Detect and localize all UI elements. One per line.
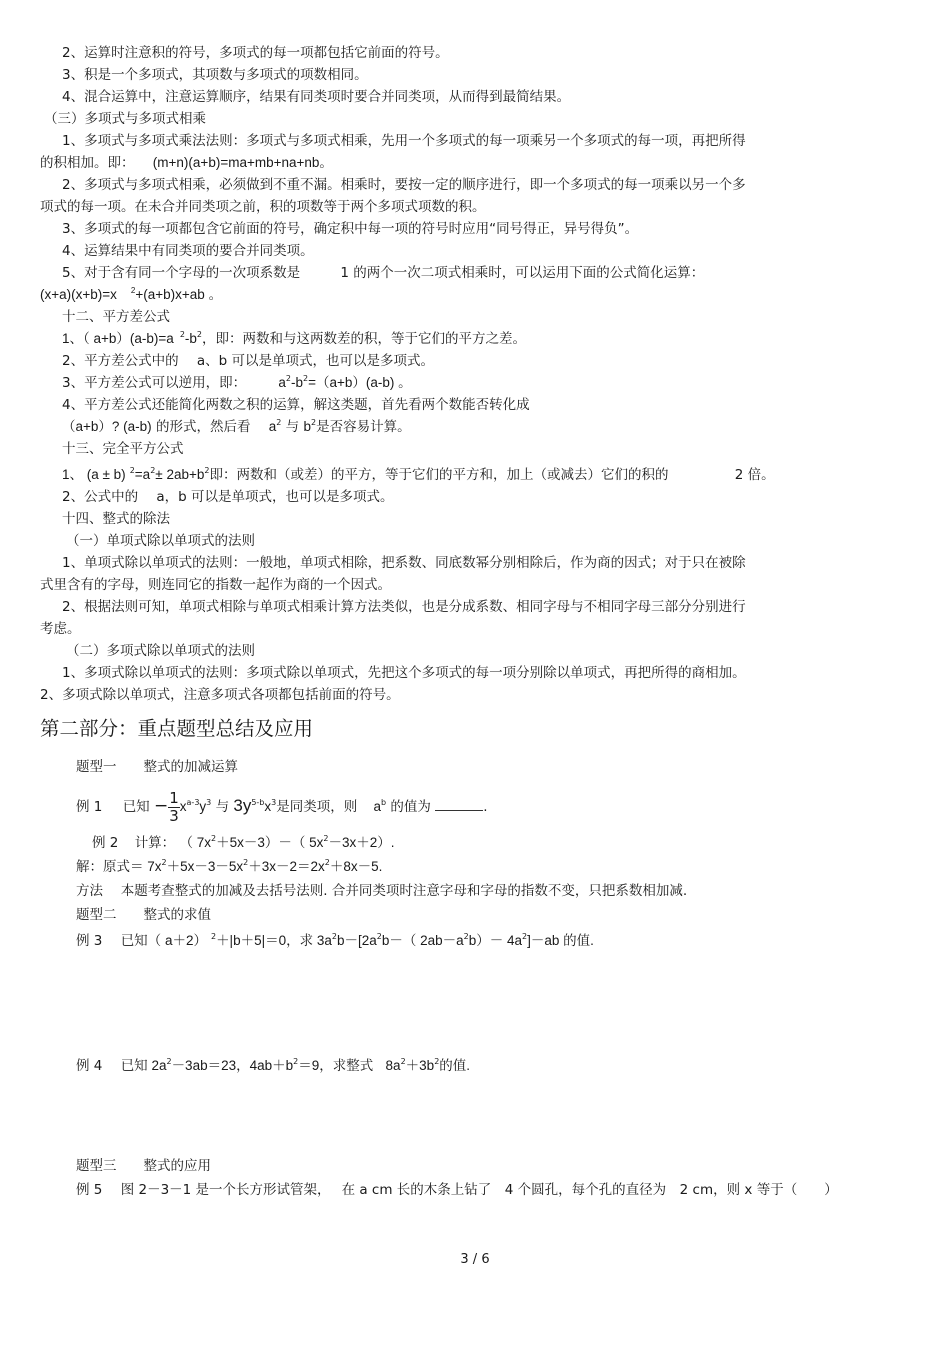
line-4: 1、多项式与多项式乘法法则：多项式与多项式相乘，先用一个多项式的每一项乘另一个多项式的每一项，再把所得 <box>62 133 746 149</box>
line-15: 4、平方差公式还能简化两数之积的运算，解这类题，首先看两个数能否转化成 <box>62 397 530 413</box>
text: 与 <box>215 799 230 815</box>
exponent: 2 <box>522 932 528 941</box>
exponent: b <box>381 798 387 807</box>
exponent: 5-b <box>251 798 265 807</box>
exponent: 2 <box>150 466 156 475</box>
example-4 <box>76 1057 470 1075</box>
exponent: 2 <box>196 330 203 339</box>
line-10 <box>62 264 704 282</box>
example-1 <box>76 788 488 825</box>
exponent: 2 <box>400 1057 406 1066</box>
exponent: 2 <box>463 932 469 941</box>
subsection-heading: （三）多项式与多项式相乘 <box>44 111 206 127</box>
line-14 <box>62 374 412 392</box>
text: a、b 可以是单项式，也可以是多项式。 <box>196 353 435 369</box>
formula: －3ab＝23，4ab＋b <box>171 1058 294 1073</box>
line-19 <box>62 488 394 506</box>
exponent: 2 <box>285 374 291 383</box>
text: . <box>483 799 488 815</box>
formula: 1、 (a ± b) <box>62 467 126 482</box>
fraction <box>168 790 180 825</box>
line-16 <box>62 418 411 436</box>
text: 2、平方差公式中的 <box>62 353 179 369</box>
exponent: 2 <box>323 834 329 843</box>
text: 2、公式中的 <box>62 489 139 505</box>
line-3: 4、混合运算中，注意运算顺序，结果有同类项时要合并同类项，从而得到最简结果。 <box>62 89 571 105</box>
formula: 8a <box>385 1058 401 1073</box>
formula: ＋|b＋5|＝0，求 3a <box>216 933 332 948</box>
example-label: 例 4 <box>76 1058 103 1074</box>
text: 是否容易计算。 <box>316 419 411 435</box>
text: 5、对于含有同一个字母的一次项系数是 <box>62 265 301 281</box>
text: 即：两数和（或差）的平方，等于它们的平方和，加上（或减去）它们的积的 <box>209 467 669 483</box>
exponent: 2 <box>179 330 185 339</box>
example-2 <box>92 834 395 852</box>
line-21: 式里含有的字母，则连同它的指数一起作为商的一个因式。 <box>40 577 391 593</box>
exponent: 2 <box>276 418 282 427</box>
formula: a <box>373 799 382 814</box>
line-12 <box>62 330 526 348</box>
text: 计算： <box>134 835 176 851</box>
line-1: 2、运算时注意积的符号，多项式的每一项都包括它前面的符号。 <box>62 45 449 61</box>
formula: （ 7x <box>179 835 211 850</box>
exponent: 2 <box>161 858 167 867</box>
formula: 已知（ a＋2） <box>120 933 207 948</box>
line-7: 项式的每一项。在未合并同类项之前，积的项数等于两个多项式项数的积。 <box>40 199 486 215</box>
exponent: 3 <box>206 798 212 807</box>
formula: ]－ab 的值. <box>527 933 594 948</box>
exponent: 2 <box>293 1057 299 1066</box>
formula: 1、（ a+b）(a-b)=a <box>62 331 174 346</box>
text: 图 2－3－1 是一个长方形试管架， 在 a cm 长的木条上钻了 4 个圆孔，每个孔的直径为 2 cm，则 x 等于（ ） <box>120 1182 838 1198</box>
formula: 3y <box>233 796 252 815</box>
line-6: 2、多项式与多项式相乘，必须做到不重不漏。相乘时，要按一定的顺序进行，即一个多项式的每一项乘以另一个多 <box>62 177 746 193</box>
line-24: 1、多项式除以单项式的法则：多项式除以单项式，先把这个多项式的每一项分别除以单项式，再把所得的商相加。 <box>62 665 746 681</box>
formula: （a+b）? (a-b) <box>62 419 152 434</box>
formula-line <box>40 286 222 304</box>
formula: x <box>264 799 272 814</box>
subsection-heading: （一）单项式除以单项式的法则 <box>66 533 255 549</box>
exponent: 2 <box>303 374 309 383</box>
formula: =（a+b）(a-b) 。 <box>308 375 412 390</box>
exponent: 2 <box>376 932 382 941</box>
text: 已知 <box>122 799 150 815</box>
formula: -b <box>184 331 197 346</box>
question-type-heading: 题型一 整式的加减运算 <box>76 759 238 775</box>
exponent: a-3 <box>186 798 200 807</box>
formula: ＋3b <box>405 1058 435 1073</box>
text: 的积相加。即： <box>40 155 135 171</box>
formula: ＋5x－3－5x <box>166 859 244 874</box>
line-2: 3、积是一个多项式，其项数与多项式的项数相同。 <box>62 67 368 83</box>
formula: ＋5x－3）－（ 5x <box>216 835 324 850</box>
exponent: 2 <box>204 466 210 475</box>
formula: ＋8x－5. <box>329 859 383 874</box>
formula: x <box>179 799 187 814</box>
line-9: 4、运算结果中有同类项的要合并同类项。 <box>62 243 314 259</box>
question-type-heading: 题型三 整式的应用 <box>76 1158 211 1174</box>
formula: a <box>278 375 286 390</box>
exponent: 2 <box>211 834 217 843</box>
formula: 解：原式＝ 7x <box>76 859 162 874</box>
example-3 <box>76 932 594 950</box>
formula: ± 2ab+b <box>155 467 205 482</box>
exponent: 2 <box>166 1057 172 1066</box>
line-5 <box>40 154 333 172</box>
exponent: 2 <box>331 932 337 941</box>
formula: 的值. <box>439 1058 471 1073</box>
text: 是同类项，则 <box>276 799 358 815</box>
line-13 <box>62 352 434 370</box>
fraction-numerator: 1 <box>169 788 179 807</box>
formula: ＝9，求整式 <box>298 1058 374 1073</box>
solution-line <box>76 858 382 876</box>
method-note: 方法 本题考查整式的加减及去括号法则. 合并同类项时注意字母和字母的指数不变，只把系数相加减. <box>76 883 688 899</box>
formula: y <box>199 799 207 814</box>
formula-part: +(a+b)x+ab <box>135 287 205 302</box>
text: ，即：两数和与这两数差的积，等于它们的平方之差。 <box>202 331 527 347</box>
exponent: 2 <box>130 286 136 295</box>
question-type-heading: 题型二 整式的求值 <box>76 907 211 923</box>
example-5 <box>76 1181 838 1199</box>
formula: a <box>268 419 277 434</box>
section-heading: 十三、完全平方公式 <box>62 441 184 457</box>
exponent: 2 <box>310 418 317 427</box>
exponent: 2 <box>324 858 330 867</box>
line-23: 考虑。 <box>40 621 81 637</box>
formula: ＋3x－2＝2x <box>248 859 325 874</box>
exponent: 2 <box>434 1057 440 1066</box>
formula: (m+n)(a+b)=ma+mb+na+nb。 <box>152 155 333 170</box>
text: 1 的两个一次二项式相乘时，可以运用下面的公式简化运算： <box>340 265 705 281</box>
example-label: 例 3 <box>76 933 103 949</box>
example-label: 例 1 <box>76 799 103 815</box>
example-label: 例 5 <box>76 1182 103 1198</box>
formula-part: 。 <box>208 287 223 302</box>
page-number: 3 / 6 <box>460 1252 490 1267</box>
section-heading: 十二、平方差公式 <box>62 309 170 325</box>
exponent: 2 <box>129 466 135 475</box>
formula: b）－ 4a <box>468 933 523 948</box>
exponent: 3 <box>271 798 277 807</box>
section-heading: 十四、整式的除法 <box>62 511 170 527</box>
part-heading: 第二部分：重点题型总结及应用 <box>40 717 314 740</box>
answer-blank <box>435 798 483 811</box>
text: 与 <box>285 419 300 435</box>
text: 3、平方差公式可以逆用，即： <box>62 375 247 391</box>
exponent: 2 <box>243 858 249 867</box>
formula-part: (x+a)(x+b)=x <box>40 287 117 302</box>
minus-sign: − <box>153 796 169 816</box>
formula: b－（ 2ab－a <box>381 933 464 948</box>
text: 2 倍。 <box>734 467 775 483</box>
fraction-denominator: 3 <box>169 806 179 825</box>
formula: b <box>303 419 311 434</box>
line-25: 2、多项式除以单项式，注意多项式各项都包括前面的符号。 <box>40 687 400 703</box>
line-22: 2、根据法则可知，单项式相除与单项式相乘计算方法类似，也是分成系数、相同字母与不相同字母三部分分别进行 <box>62 599 746 615</box>
exponent: 2 <box>210 932 217 941</box>
text: 的形式，然后看 <box>155 419 251 435</box>
line-18 <box>62 466 775 484</box>
text: a，b 可以是单项式，也可以是多项式。 <box>156 489 394 505</box>
example-label: 例 2 <box>92 835 119 851</box>
formula: =a <box>134 467 151 482</box>
formula: b－[2a <box>336 933 377 948</box>
formula: －3x＋2）. <box>328 835 395 850</box>
formula: 已知 2a <box>120 1058 167 1073</box>
subsection-heading: （二）多项式除以单项式的法则 <box>66 643 255 659</box>
line-8: 3、多项式的每一项都包含它前面的符号，确定积中每一项的符号时应用“同号得正，异号得负”。 <box>62 221 639 237</box>
line-20: 1、单项式除以单项式的法则：一般地，单项式相除，把系数、同底数幂分别相除后，作为商的因式；对于只在被除 <box>62 555 746 571</box>
text: 的值为 <box>390 799 431 815</box>
formula: -b <box>291 375 304 390</box>
